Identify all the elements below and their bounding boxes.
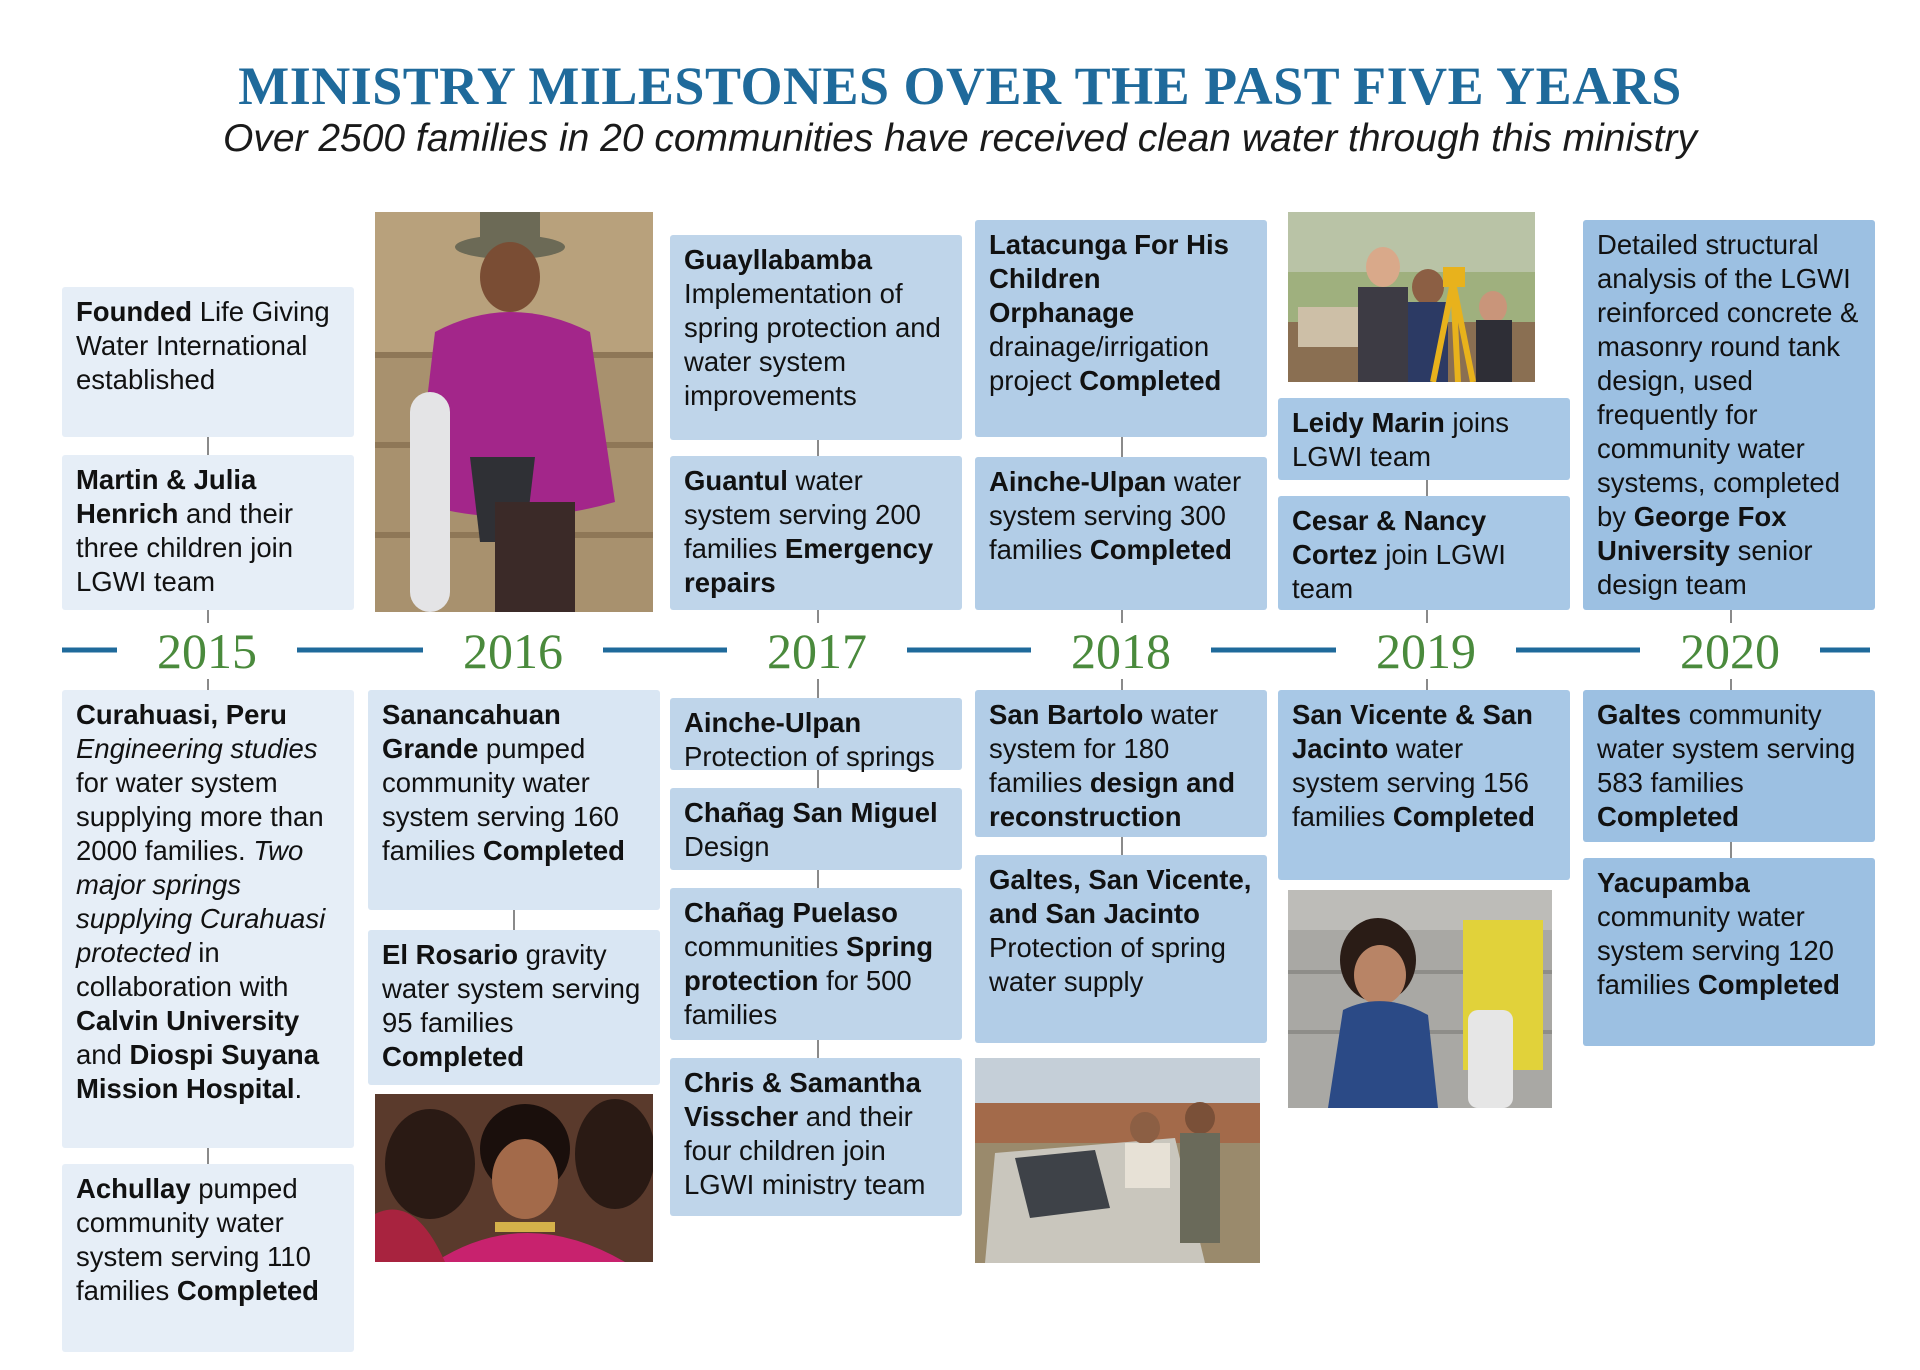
connector-line [1426,480,1428,496]
milestone-text: drainage/irrigation project [989,331,1210,396]
milestone-partner: George Fox University [1597,501,1787,566]
connector-line [1121,437,1123,457]
milestone-highlight: Spring protection [684,931,934,996]
milestone-title: Leidy Marin [1292,407,1445,438]
milestone-title: Achullay [76,1173,191,1204]
milestone-san-vicente [1278,690,1570,880]
milestone-text: Design [684,831,770,862]
photo-team-surveying [1288,212,1535,382]
year-2015: 2015 [117,623,297,679]
milestone-founded [62,287,354,437]
milestone-guantul [670,456,962,610]
milestone-title: El Rosario [382,939,519,970]
milestone-guayllabamba [670,235,962,440]
page-title: MINISTRY MILESTONES OVER THE PAST FIVE YEARS [238,56,1682,116]
milestone-galtes-community [1583,690,1875,842]
connector-line [817,1040,819,1058]
milestone-text: pumped community water system serving 110 families [76,1173,311,1306]
milestone-galtes-spring [975,855,1267,1043]
milestone-san-bartolo [975,690,1267,837]
milestone-title: Sanancahuan Grande [382,699,561,764]
photo-woman-filling-bucket [375,212,653,612]
connector-line [207,437,209,455]
milestone-status: Completed [382,1041,525,1072]
connector-line [817,440,819,456]
milestone-text: gravity water system serving 95 families [382,939,641,1038]
milestone-text: and their four children join LGWI ministry team [684,1101,926,1200]
connector-line [1730,842,1732,858]
milestone-status: Completed [1597,801,1740,832]
milestone-title: San Bartolo [989,699,1144,730]
milestone-text: for water system supplying more than 2000 families. [76,767,324,866]
milestone-partner: Calvin University [76,1005,300,1036]
milestone-ainche-springs [670,698,962,770]
milestone-text: community water system serving 120 families [1597,901,1834,1000]
milestone-yacupamba [1583,858,1875,1046]
milestone-curahuasi [62,690,354,1148]
milestone-latacunga [975,220,1267,437]
milestone-text: water system serving 156 families [1292,733,1529,832]
milestone-status: Completed [176,1275,319,1306]
milestone-text: and [76,1039,130,1070]
milestone-title: Martin & Julia Henrich [76,464,257,529]
milestone-status: Completed [1392,801,1535,832]
milestone-structural-analysis [1583,220,1875,610]
milestone-text: joins LGWI team [1292,407,1510,472]
milestone-text: pumped community water system serving 160 families [382,733,619,866]
page-subtitle: Over 2500 families in 20 communities have received clean water through this ministry [222,117,1697,160]
milestone-text: Engineering studies [76,733,318,764]
milestone-status: Completed [1089,534,1232,565]
milestone-text: water system serving 300 families [989,466,1242,565]
milestone-status: Emergency repairs [684,533,934,598]
milestone-text: Detailed structural analysis of the LGWI reinforced concrete & masonry round tank design, used frequently for community water systems, completed by [1597,229,1859,532]
milestone-chanag-san-miguel [670,788,962,870]
milestone-title: Galtes, San Vicente, and San Jacinto [989,864,1252,929]
milestone-leidy-join [1278,398,1570,480]
milestone-text: water system serving 200 families [684,465,921,564]
photo-women-group [375,1094,653,1262]
milestone-title: Guantul [684,465,788,496]
milestone-title: Chañag Puelaso [684,897,898,928]
milestone-highlight: design and reconstruction [989,767,1236,832]
connector-line [1121,837,1123,855]
milestone-title: Curahuasi, Peru [76,699,287,730]
milestone-text: water system for 180 families [989,699,1219,798]
milestone-text: and their three children join LGWI team [76,498,294,597]
milestone-text: Life Giving Water International established [76,296,330,395]
milestone-title: Chris & Samantha Visscher [684,1067,921,1132]
milestone-achullay [62,1164,354,1352]
milestone-title: Galtes [1597,699,1682,730]
connector-line [207,1148,209,1164]
milestone-status: Completed [482,835,625,866]
year-2020: 2020 [1640,623,1820,679]
milestone-chanag-puelaso [670,888,962,1040]
milestone-text: community water system serving 583 families [1597,699,1856,798]
milestone-sanancahuan [368,690,660,910]
milestone-status: Completed [1697,969,1840,1000]
milestone-partner: Diospi Suyana Mission Hospital [76,1039,320,1104]
year-2016: 2016 [423,623,603,679]
milestone-text: Implementation of spring protection and water system improvements [684,278,941,411]
milestone-text: Two major springs supplying Curahuasi protected [76,835,326,968]
year-2017: 2017 [727,623,907,679]
milestone-title: Yacupamba [1597,867,1750,898]
photo-water-tank [975,1058,1260,1263]
milestone-title: Founded [76,296,193,327]
milestone-text: communities [684,931,846,962]
milestone-text: Protection of spring water supply [989,932,1226,997]
milestone-title: San Vicente & San Jacinto [1292,699,1533,764]
milestone-title: Cesar & Nancy Cortez [1292,505,1487,570]
milestone-status: Completed [1079,365,1222,396]
milestone-text: senior design team [1597,535,1813,600]
connector-line [513,910,515,930]
milestone-title: Guayllabamba [684,244,872,275]
milestone-text: Protection of springs [684,741,935,772]
connector-line [817,870,819,888]
year-2018: 2018 [1031,623,1211,679]
milestone-ainche-water [975,457,1267,610]
year-2019: 2019 [1336,623,1516,679]
milestone-text: in collaboration with [76,937,289,1002]
milestone-title: Ainche-Ulpan [989,466,1167,497]
milestone-text: . [294,1073,303,1104]
milestone-el-rosario [368,930,660,1085]
milestone-cortez-join [1278,496,1570,610]
milestone-visscher-join [670,1058,962,1216]
milestone-title: Latacunga For His Children Orphanage [989,229,1229,328]
photo-girl-at-tap [1288,890,1552,1108]
milestone-title: Ainche-Ulpan [684,707,862,738]
milestone-title: Chañag San Miguel [684,797,938,828]
milestone-henrich-join [62,455,354,610]
milestone-text: for 500 families [684,965,912,1030]
milestone-text: join LGWI team [1292,539,1506,604]
